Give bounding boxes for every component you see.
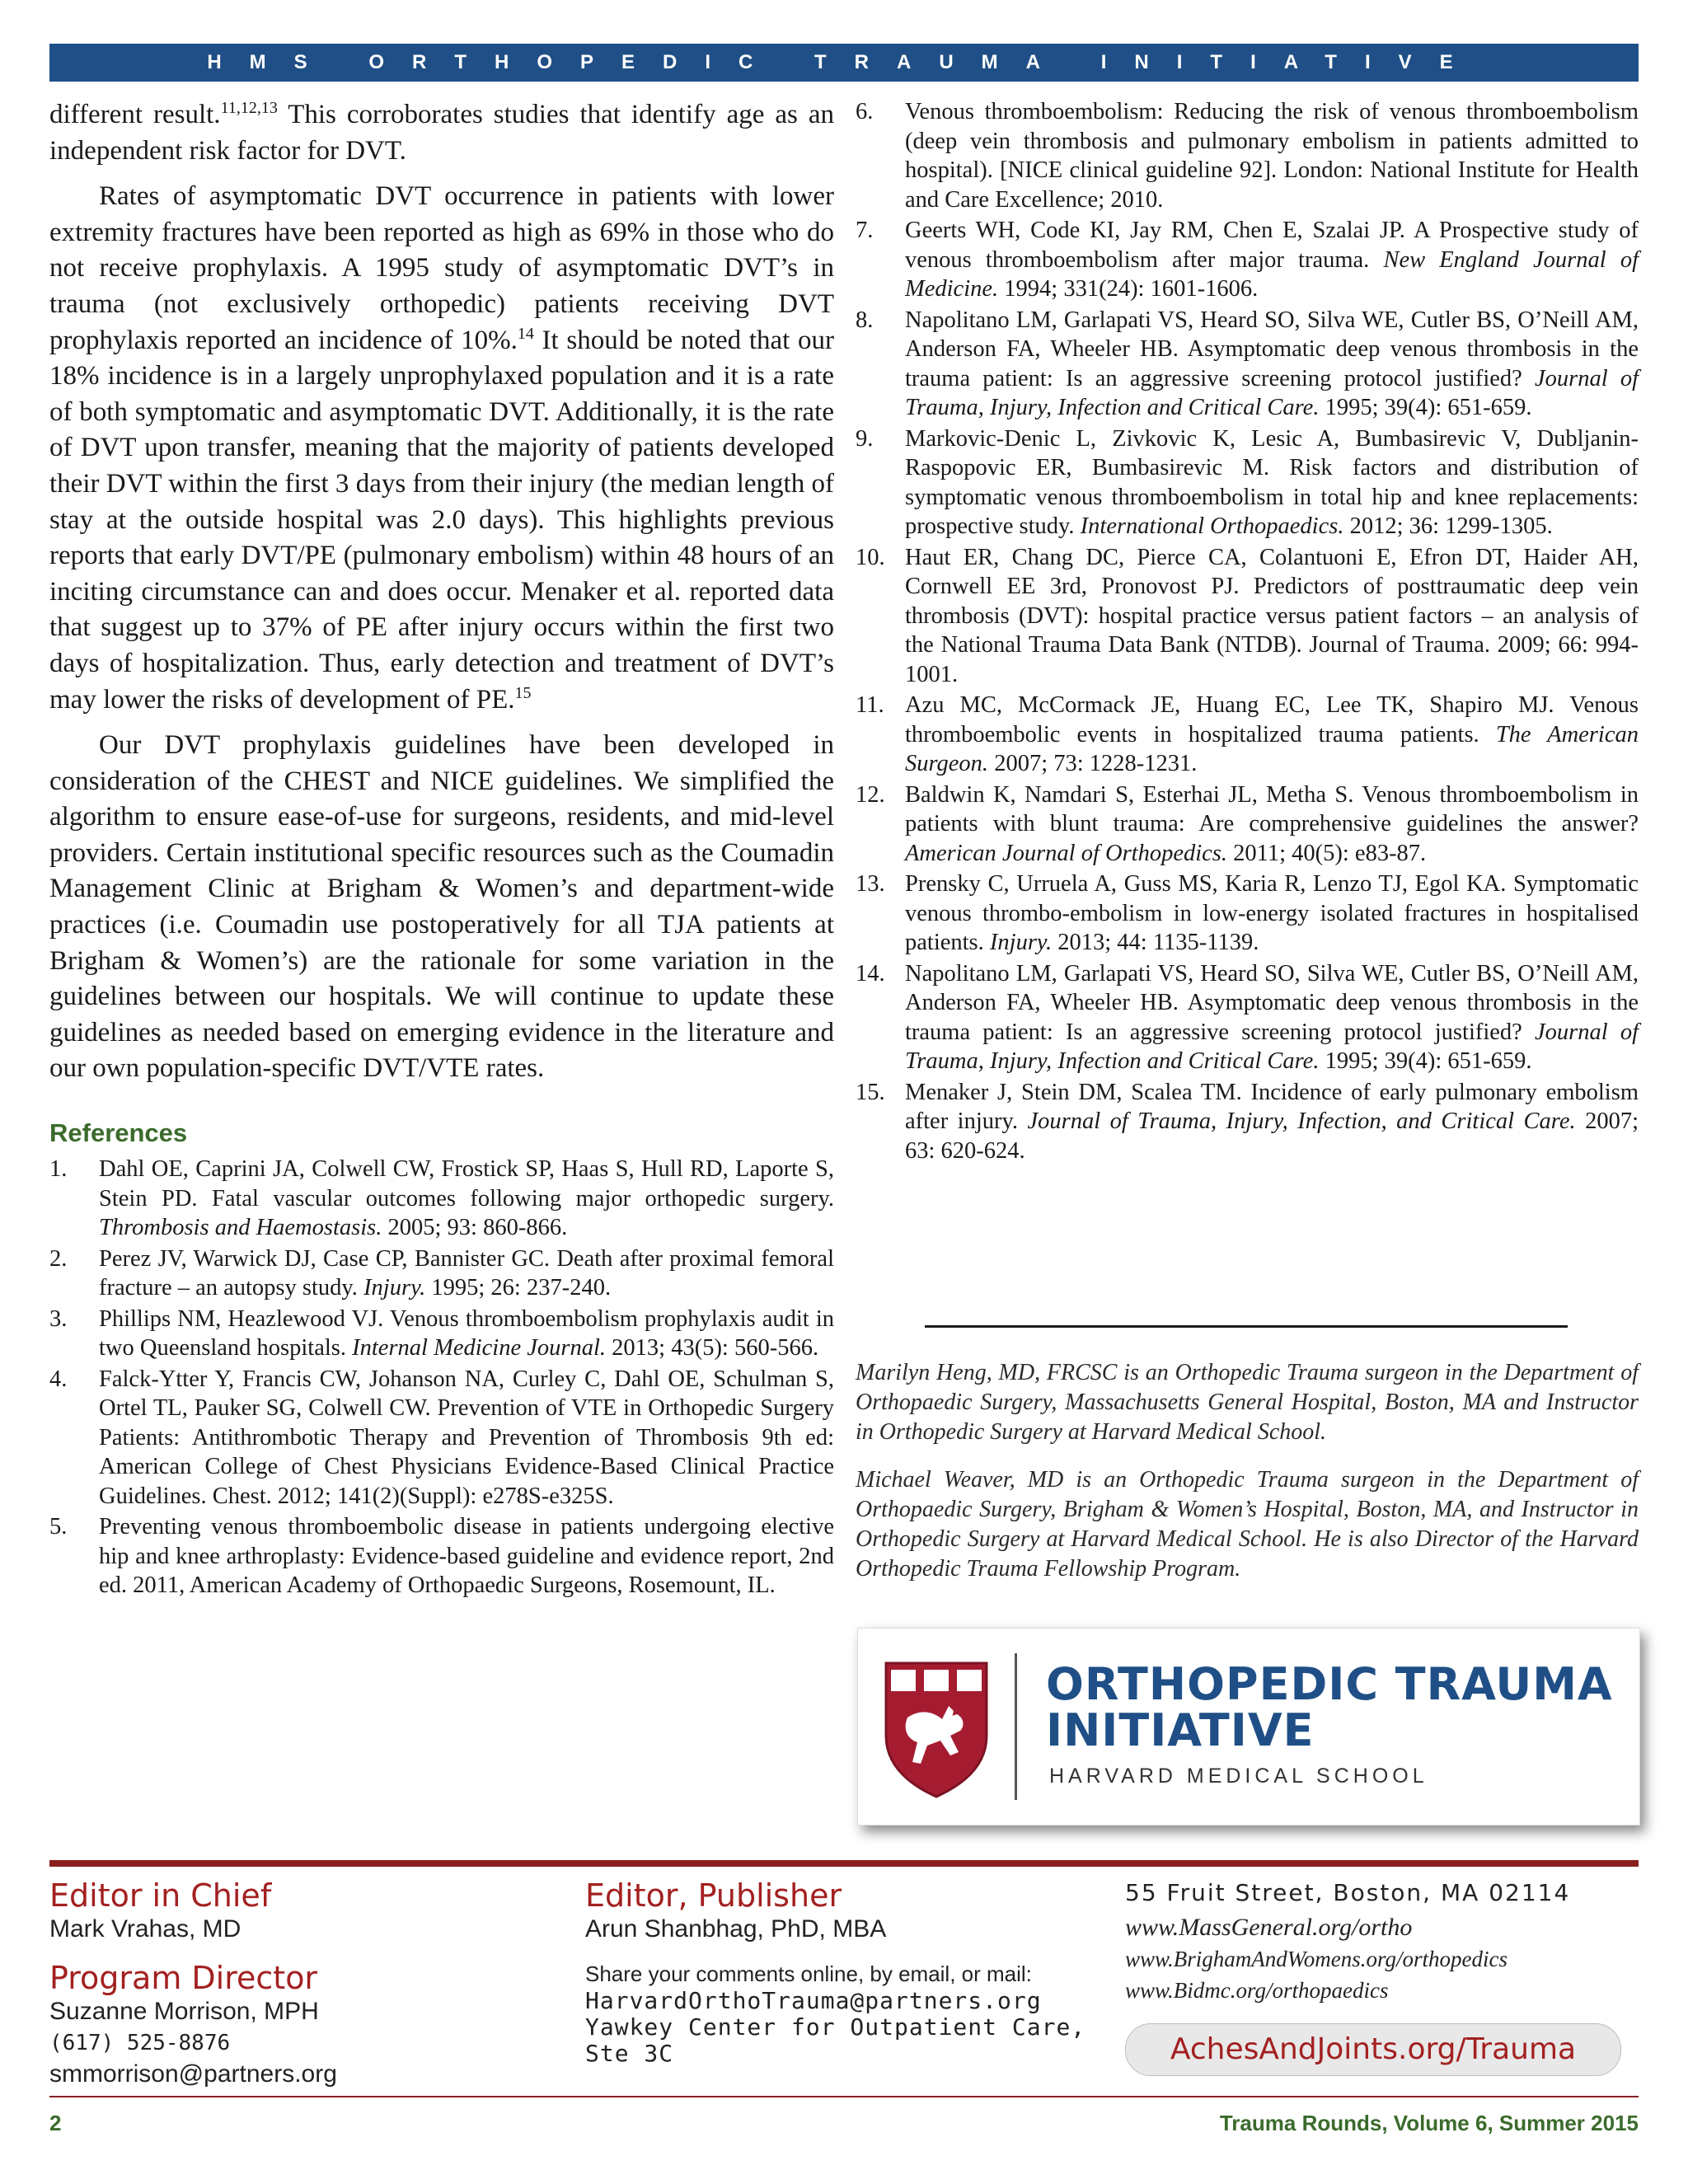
header-banner: HMS ORTHOPEDIC TRAUMA INITIATIVE	[49, 44, 1639, 82]
reference-item	[49, 1244, 834, 1303]
p1-text: different result.	[49, 100, 221, 129]
reference-journal: Injury.	[989, 930, 1053, 955]
references-list-right	[856, 97, 1639, 1165]
harvard-shield-icon	[883, 1660, 990, 1800]
references-heading: References	[49, 1118, 188, 1148]
reference-post: 1995; 39(4): 651-659.	[1319, 1048, 1532, 1074]
reference-pre: Venous thromboembolism: Reducing the risk of venous thromboembolism (deep vein thrombosis and pulmonary embolism in patients admitted to hospital). [NICE clinical guideline 92]. London: National Institute for Health and Care Excellence; 2010.	[905, 99, 1639, 213]
logo-title-line1: ORTHOPEDIC TRAUMA	[1046, 1658, 1613, 1710]
editor-publisher-name: Arun Shanbhag, PhD, MBA	[585, 1915, 887, 1943]
reference-number: 3.	[49, 1305, 68, 1332]
reference-journal: Journal of Trauma, Injury, Infection and Critical Care.	[905, 365, 1639, 420]
reference-pre: Markovic-Denic L, Zivkovic K, Lesic A, Bumbasirevic V, Dubljanin-Raspopovic ER, Bumbasirevic M. Risk factors and distribution of symptomatic venous thromboembolism in total hip and knee replacements: prospective study.	[905, 425, 1639, 539]
reference-number: 8.	[856, 307, 874, 333]
footnote-ref: 15	[514, 683, 532, 702]
url-brigham[interactable]: www.BrighamAndWomens.org/orthopedics	[1125, 1947, 1508, 1971]
references-list-left	[49, 1155, 834, 1601]
website-pill-link[interactable]: AchesAndJoints.org/Trauma	[1125, 2023, 1621, 2076]
program-director-name: Suzanne Morrison, MPH	[49, 1998, 319, 2025]
address-building: Yawkey Center for Outpatient Care, Ste 3C	[585, 2013, 1086, 2067]
reference-pre: Falck-Ytter Y, Francis CW, Johanson NA, Curley C, Dahl OE, Schulman S, Ortel TL, Pauker SG, Colwell CW. Prevention of VTE in Orthopedic Surgery Patients: Antithrombotic Therapy and Prevention of Thrombosis 9th ed: American College of Chest Physicians Evidence-Based Clinical Practice Guidelines. Chest. 2012; 141(2)(Suppl): e278S-e325S.	[99, 1366, 834, 1509]
reference-pre: Azu MC, McCormack JE, Huang EC, Lee TK, Shapiro MJ. Venous thromboembolic events in hospitalized trauma patients.	[905, 692, 1639, 748]
reference-item	[49, 1305, 834, 1363]
logo-subtitle: HARVARD MEDICAL SCHOOL	[1049, 1765, 1428, 1788]
reference-number: 7.	[856, 218, 874, 243]
reference-number: 15.	[856, 1079, 885, 1105]
reference-number: 2.	[49, 1245, 68, 1272]
reference-item	[856, 543, 1639, 690]
reference-number: 12.	[856, 781, 885, 808]
reference-journal: Journal of Trauma, Injury, Infection, and Critical Care.	[1027, 1108, 1576, 1134]
reference-journal: Injury.	[363, 1275, 426, 1301]
footer-editors	[49, 1877, 577, 2090]
reference-item	[49, 1512, 834, 1601]
share-text: Share your comments online, by email, or mail:	[585, 1961, 1032, 1986]
reference-pre: Napolitano LM, Garlapati VS, Heard SO, Silva WE, Cutler BS, O’Neill AM, Anderson FA, Wheeler HB. Asymptomatic deep venous thrombosis in the trauma patient: Is an aggressive screening protocol justified?	[905, 960, 1639, 1045]
reference-number: 4.	[49, 1366, 68, 1392]
reference-journal: International Orthopaedics.	[1080, 513, 1344, 539]
reference-post: 2013; 43(5): 560-566.	[606, 1335, 819, 1361]
bottom-rule	[49, 2096, 1639, 2097]
issue-info: Trauma Rounds, Volume 6, Summer 2015	[1219, 2111, 1639, 2135]
divider	[925, 1325, 1568, 1328]
editor-publisher-label: Editor, Publisher	[585, 1877, 842, 1914]
email-link-morrison[interactable]: smmorrison@partners.org	[49, 2060, 337, 2088]
paragraph-1	[49, 97, 834, 169]
reference-post: 1995; 39(4): 651-659.	[1319, 395, 1532, 420]
logo-divider	[1015, 1653, 1017, 1800]
footer-contact	[1125, 1877, 1636, 2006]
reference-journal: The American Surgeon.	[905, 721, 1639, 776]
reference-pre: Napolitano LM, Garlapati VS, Heard SO, Silva WE, Cutler BS, O’Neill AM, Anderson FA, Wheeler HB. Asymptomatic deep venous thrombosis in the trauma patient: Is an aggressive screening protocol justified?	[905, 307, 1639, 391]
footer-rule	[49, 1860, 1639, 1867]
page-number: 2	[49, 2111, 62, 2135]
reference-number: 13.	[856, 871, 885, 897]
program-director-label: Program Director	[49, 1960, 318, 1996]
reference-number: 9.	[856, 425, 874, 452]
reference-post: 2011; 40(5): e83-87.	[1227, 840, 1427, 866]
editor-in-chief-name: Mark Vrahas, MD	[49, 1915, 241, 1943]
reference-item	[856, 691, 1639, 779]
reference-post: 1994; 331(24): 1601-1606.	[998, 276, 1259, 302]
reference-pre: Preventing venous thromboembolic disease in patients undergoing elective hip and knee arthroplasty: Evidence-based guideline and evidence report, 2nd ed. 2011, American Academy of Orthopaedic Surgeons, Rosemount, IL.	[99, 1514, 834, 1599]
left-column	[49, 97, 834, 1602]
reference-item	[856, 1078, 1639, 1166]
reference-item	[49, 1155, 834, 1243]
reference-pre: Baldwin K, Namdari S, Esterhai JL, Metha S. Venous thromboembolism in patients with blunt trauma: Are comprehensive guidelines the answer?	[905, 781, 1639, 837]
reference-item	[856, 97, 1639, 214]
reference-pre: Haut ER, Chang DC, Pierce CA, Colantuoni E, Efron DT, Haider AH, Cornwell EE 3rd, Pronovost PJ. Predictors of posttraumatic deep vein thrombosis (DVT): hospital practice versus patient factors – an analysis of the National Trauma Data Bank (NTDB). Journal of Trauma. 2009; 66: 994-1001.	[905, 544, 1639, 687]
reference-post: 2007; 73: 1228-1231.	[988, 751, 1198, 776]
reference-item	[856, 306, 1639, 423]
reference-pre: Menaker J, Stein DM, Scalea TM. Incidence of early pulmonary embolism after injury.	[905, 1079, 1639, 1134]
paragraph-3: Our DVT prophylaxis guidelines have been developed in consideration of the CHEST and NICE guidelines. We simplified the algorithm to ensure ease-of-use for surgeons, residents, and mid-level providers. Certain institutional specific resources such as the Coumadin Management Clinic at Brigham & Women’s and department-wide practices (i.e. Coumadin use postoperatively for all TJA patients at Brigham & Women’s) are the rationale for some variation in the guidelines between our hospitals. We will continue to update these guidelines as needed based on emerging evidence in the literature and our own population-specific DVT/VTE rates.	[49, 730, 834, 1084]
right-column	[856, 97, 1639, 1167]
reference-post: 2013; 44: 1135-1139.	[1052, 930, 1259, 955]
logo-title-line2: INITIATIVE	[1046, 1704, 1315, 1756]
reference-pre: Prensky C, Urruela A, Guss MS, Karia R, Lenzo TJ, Egol KA. Symptomatic venous thrombo-embolism in low-energy isolated fractures in hospitalised patients.	[905, 871, 1639, 955]
reference-journal: Thrombosis and Haemostasis.	[99, 1215, 382, 1241]
reference-journal: Journal of Trauma, Injury, Infection and Critical Care.	[905, 1019, 1639, 1074]
reference-number: 6.	[856, 99, 874, 124]
reference-post: 2012; 36: 1299-1305.	[1343, 513, 1553, 539]
reference-journal: Internal Medicine Journal.	[352, 1335, 607, 1361]
email-link-trauma[interactable]: HarvardOrthoTrauma@partners.org	[585, 1987, 1042, 2014]
reference-journal: American Journal of Orthopedics.	[905, 840, 1228, 866]
reference-pre: Perez JV, Warwick DJ, Case CP, Bannister GC. Death after proximal femoral fracture – an autopsy study.	[99, 1245, 834, 1301]
footnote-ref: 11,12,13	[220, 99, 278, 117]
reference-pre: Phillips NM, Heazlewood VJ. Venous thromboembolism prophylaxis audit in two Queensland hospitals.	[99, 1305, 834, 1361]
reference-post: 1995; 26: 237-240.	[425, 1275, 612, 1301]
reference-number: 14.	[856, 960, 885, 987]
reference-journal: New England Journal of Medicine.	[905, 246, 1639, 302]
p1-rest: This corroborates studies that identify age as an independent risk factor for DVT.	[49, 100, 834, 166]
editor-in-chief-label: Editor in Chief	[49, 1877, 272, 1914]
paragraph-2	[49, 179, 834, 718]
reference-post: 2005; 93: 860-866.	[382, 1215, 568, 1241]
url-massgeneral[interactable]: www.MassGeneral.org/ortho	[1125, 1914, 1413, 1941]
p2-text-a: Rates of asymptomatic DVT occurrence in patients with lower extremity fractures have been reported as high as 69% in those who do not receive prophylaxis. A 1995 study of asymptomatic DVT’s in trauma (not exclusively orthopedic) patients receiving DVT prophylaxis reported an incidence of 10%.	[49, 181, 834, 355]
bio-weaver: Michael Weaver, MD is an Orthopedic Trauma surgeon in the Department of Orthopaedic Surgery, Brigham & Women’s Hospital, Boston, MA, and Instructor in Orthopedic Surgery at Harvard Medical School. He is also Director of the Harvard Orthopedic Trauma Fellowship Program.	[856, 1467, 1639, 1582]
reference-number: 5.	[49, 1514, 68, 1540]
reference-number: 1.	[49, 1156, 68, 1183]
bio-heng: Marilyn Heng, MD, FRCSC is an Orthopedic Trauma surgeon in the Department of Orthopaedic Surgery, Massachusetts General Hospital, Boston, MA and Instructor in Orthopedic Surgery at Harvard Medical School.	[856, 1360, 1639, 1445]
reference-item	[856, 780, 1639, 869]
author-bios	[856, 1358, 1639, 1602]
reference-item	[856, 959, 1639, 1076]
url-bidmc[interactable]: www.Bidmc.org/orthopaedics	[1125, 1978, 1389, 2003]
p2-text-b: It should be noted that our 18% incidence is in a largely unprophylaxed population and it is a rate of both symptomatic and asymptomatic DVT. Additionally, it is the rate of DVT upon transfer, meaning that the majority of patients developed their DVT within the first 3 days from their injury (the median length of stay at the outside hospital was 2.0 days). This highlights previous reports that early DVT/PE (pulmonary embolism) within 48 hours of an inciting circumstance can and does occur. Menaker et al. reported data that suggest up to 37% of PE after injury occurs within the first two days of hospitalization. Thus, early detection and treatment of DVT’s may lower the risks of development of PE.	[49, 325, 834, 715]
footer-publisher	[585, 1877, 1113, 2067]
reference-item	[856, 216, 1639, 304]
footnote-ref: 14	[517, 324, 534, 343]
initiative-logo	[857, 1628, 1640, 1825]
reference-number: 10.	[856, 544, 885, 570]
reference-number: 11.	[856, 692, 884, 718]
reference-item	[856, 869, 1639, 958]
reference-pre: Geerts WH, Code KI, Jay RM, Chen E, Szalai JP. A Prospective study of venous thromboembolism after major trauma.	[905, 218, 1639, 273]
reference-pre: Dahl OE, Caprini JA, Colwell CW, Frostick SP, Haas S, Hull RD, Laporte S, Stein PD. Fatal vascular outcomes following major orthopedic surgery.	[99, 1156, 834, 1212]
reference-item	[49, 1365, 834, 1511]
reference-item	[856, 424, 1639, 541]
street-address: 55 Fruit Street, Boston, MA 02114	[1125, 1879, 1571, 1906]
phone-number: (617) 525-8876	[49, 2031, 231, 2055]
reference-post: 2007; 63: 620-624.	[905, 1108, 1639, 1164]
